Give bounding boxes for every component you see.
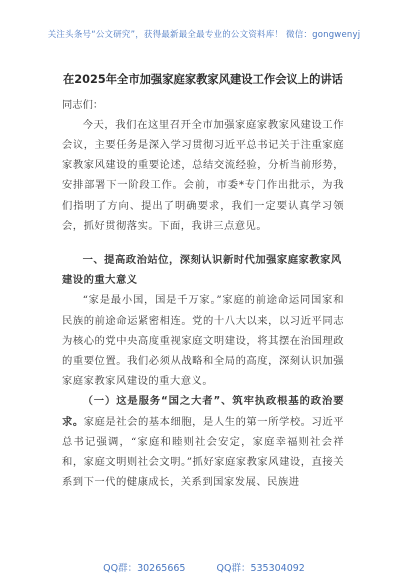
section-1-heading: 一、提高政治站位，深刻认识新时代加强家庭家教家风建设的重大意义 bbox=[62, 254, 342, 287]
subsection-1-paragraph bbox=[62, 391, 344, 492]
salutation: 同志们： bbox=[62, 99, 104, 111]
qq-group-2: QQ群：535304092 bbox=[216, 563, 305, 574]
qq-group-1: QQ群：30265665 bbox=[103, 563, 186, 574]
section-1-text: “家是最小国，国是千万家。”家庭的前途命运同国家和民族的前途命运紧密相连。党的十八大以来，以习近平同志为核心的党中央高度重视家庭文明建设，将其摆在治国理政的重要位置。我们必须从战略和全局的高度，深刻认识加强家庭家教家风建设的重大意义。 bbox=[62, 294, 344, 388]
subsection-1-body: 家庭是社会的基本细胞，是人生的第一所学校。习近平总书记强调，“家庭和睦则社会安定，家庭幸福则社会祥和，家庭文明则社会文明。”抓好家庭家教家风建设，直接关系到下一代的健康成长，关系到国家发展、民族进 bbox=[62, 415, 345, 489]
subsection-1-heading: （一）这是服务“国之大者”、筑牢执政根基的政治要求。 bbox=[62, 395, 344, 428]
speech-document bbox=[62, 71, 344, 492]
promo-banner: 关注头条号“公文研究”，获得最新最全最专业的公文资料库！ 微信：gongwenyj bbox=[47, 30, 361, 40]
intro-paragraph: 今天，我们在这里召开全市加强家庭家教家风建设工作会议，主要任务是深入学习贯彻习近平总书记关于注重家庭家教家风建设的重要论述，总结交流经验，分析当前形势，安排部署下一阶段工作。会前，市委*专门作出批示，为我们指明了方向、提出了明确要求，我们一定要认真学习领会，抓好贯彻落实。下面，我讲三点意见。 bbox=[62, 118, 344, 232]
section-1-body bbox=[62, 290, 344, 391]
footer-contacts bbox=[0, 560, 408, 574]
paragraph-gap bbox=[62, 236, 344, 250]
document-title: 在2025年全市加强家庭家教家风建设工作会议上的讲话 bbox=[63, 73, 343, 86]
